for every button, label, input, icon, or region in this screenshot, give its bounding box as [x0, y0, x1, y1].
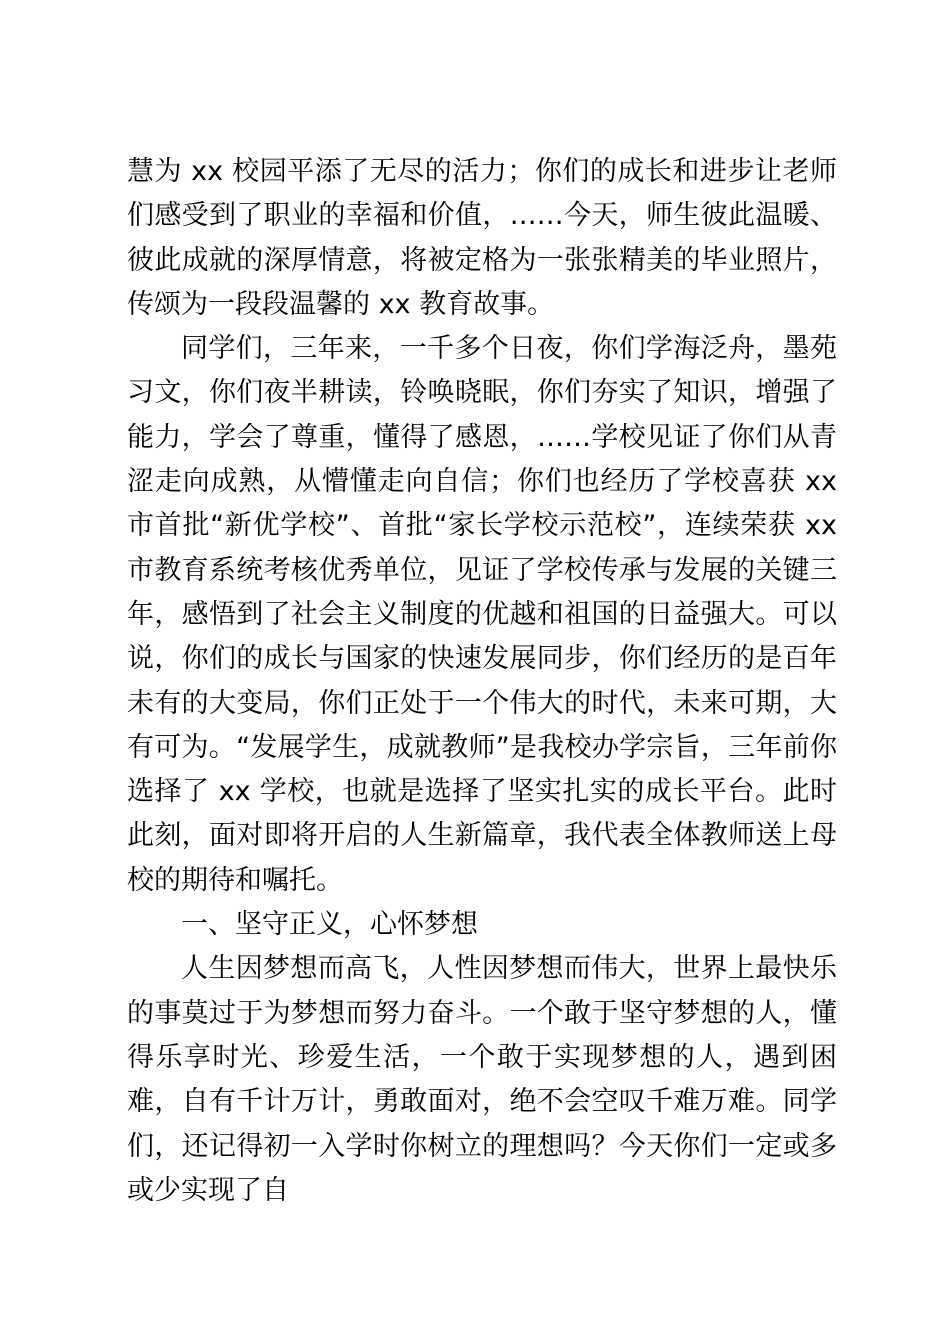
- paragraph-continuation: 慧为 xx 校园平添了无尽的活力；你们的成长和进步让老师们感受到了职业的幸福和价值，……今天，师生彼此温暖、彼此成就的深厚情意，将被定格为一张张精美的毕业照片，传颂为一段段温馨的 xx 教育故事。: [127, 156, 837, 320]
- document-body: [127, 150, 837, 1213]
- section-heading: 一、坚守正义，心怀梦想: [181, 909, 478, 941]
- paragraph-dreams: 人生因梦想而高飞，人性因梦想而伟大，世界上最快乐的事莫过于为梦想而努力奋斗。一个敢于坚守梦想的人，懂得乐享时光、珍爱生活，一个敢于实现梦想的人，遇到困难，自有千计万计，勇敢面对，绝不会空叹千难万难。同学们，还记得初一入学时你树立的理想吗？今天你们一定或多或少实现了自: [127, 953, 837, 1206]
- paragraph-classmates: 同学们，三年来，一千多个日夜，你们学海泛舟，墨苑习文，你们夜半耕读，铃唤晓眠，你们夯实了知识，增强了能力，学会了尊重，懂得了感恩，……学校见证了你们从青涩走向成熟，从懵懂走向自信；你们也经历了学校喜获 xx 市首批“新优学校”、首批“家长学校示范校”，连续荣获 xx 市教育系统考核优秀单位，见证了学校传承与发展的关键三年，感悟到了社会主义制度的优越和祖国的日益强大。可以说，你们的成长与国家的快速发展同步，你们经历的是百年未有的大变局，你们正处于一个伟大的时代，未来可期，大有可为。“发展学生，成就教师”是我校办学宗旨，三年前你选择了 xx 学校，也就是选择了坚实扎实的成长平台。此时此刻，面对即将开启的人生新篇章，我代表全体教师送上母校的期待和嘱托。: [127, 333, 837, 896]
